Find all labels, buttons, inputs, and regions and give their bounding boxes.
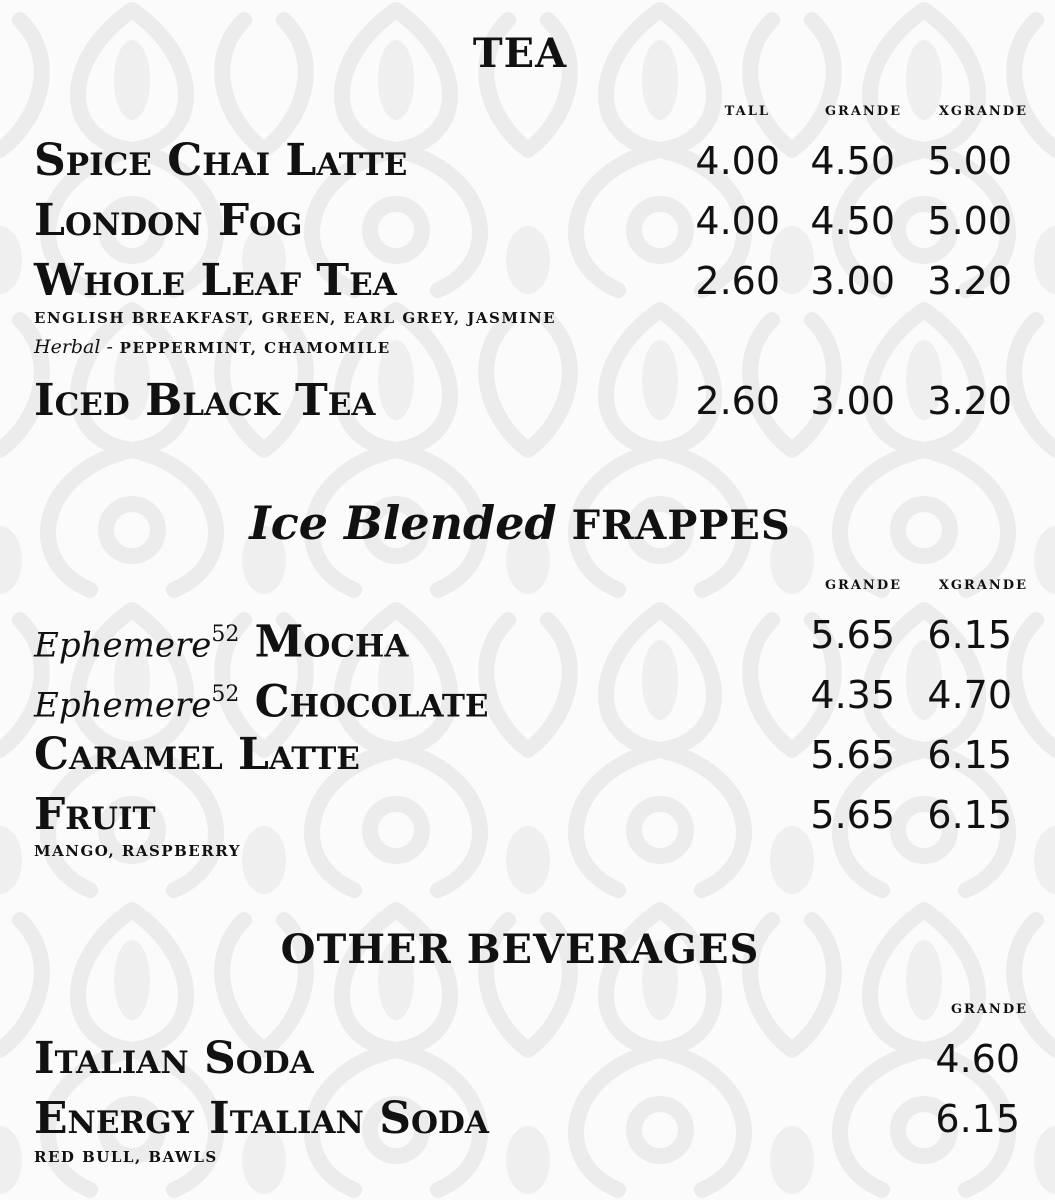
price-grande: 5.65 — [810, 793, 895, 837]
herbal-list: PEPPERMINT, CHAMOMILE — [119, 339, 391, 357]
price-xgrande: 5.00 — [927, 199, 1012, 243]
price-grande: 3.00 — [810, 259, 895, 303]
price-tall: 2.60 — [695, 259, 780, 303]
frappes-heading-italic: Ice Blended — [249, 496, 557, 550]
price-grande: 5.65 — [810, 613, 895, 657]
menu-item-name: Caramel Latte — [34, 729, 360, 780]
menu-item-name — [34, 610, 408, 671]
item-details: ENGLISH BREAKFAST, GREEN, EARL GREY, JASMINE — [34, 309, 557, 327]
brand-prefix: Ephemere — [34, 625, 212, 666]
price-grande: 4.50 — [810, 199, 895, 243]
price-grande: 4.35 — [810, 673, 895, 717]
other-size-grande: GRANDE — [950, 1002, 1028, 1017]
price-xgrande: 3.20 — [927, 259, 1012, 303]
item-details-herbal — [34, 333, 391, 362]
price-grande: 4.50 — [810, 139, 895, 183]
price-tall: 4.00 — [695, 139, 780, 183]
frappes-size-xgrande: XGRANDE — [938, 578, 1028, 593]
menu-item-name — [34, 670, 489, 731]
item-name: Chocolate — [254, 676, 489, 728]
menu-item-name: Spice Chai Latte — [34, 135, 408, 186]
menu-item-name: Italian Soda — [34, 1033, 314, 1084]
item-details: MANGO, RASPBERRY — [34, 842, 241, 860]
price-grande: 5.65 — [810, 733, 895, 777]
price-grande: 4.60 — [935, 1037, 1020, 1081]
tea-size-tall: TALL — [724, 104, 770, 119]
price-xgrande: 5.00 — [927, 139, 1012, 183]
tea-size-grande: GRANDE — [824, 104, 902, 119]
price-xgrande: 3.20 — [927, 379, 1012, 423]
tea-heading: TEA — [472, 30, 568, 77]
menu-item-name: Whole Leaf Tea — [34, 255, 397, 306]
menu-item-name: Iced Black Tea — [34, 375, 376, 426]
herbal-label: Herbal - — [34, 336, 113, 358]
price-grande: 6.15 — [935, 1097, 1020, 1141]
tea-size-xgrande: XGRANDE — [938, 104, 1028, 119]
price-xgrande: 6.15 — [927, 613, 1012, 657]
brand-prefix: Ephemere — [34, 685, 212, 726]
frappes-heading-rest: FRAPPES — [571, 502, 791, 549]
menu-item-name: London Fog — [34, 195, 303, 246]
price-tall: 4.00 — [695, 199, 780, 243]
price-xgrande: 4.70 — [927, 673, 1012, 717]
frappes-size-grande: GRANDE — [824, 578, 902, 593]
price-grande: 3.00 — [810, 379, 895, 423]
other-heading: OTHER BEVERAGES — [280, 926, 760, 973]
brand-superscript: 52 — [211, 682, 240, 707]
item-details: RED BULL, BAWLS — [34, 1148, 218, 1166]
menu-item-name: Fruit — [34, 789, 156, 840]
price-xgrande: 6.15 — [927, 793, 1012, 837]
price-xgrande: 6.15 — [927, 733, 1012, 777]
item-name: Mocha — [254, 616, 409, 668]
price-tall: 2.60 — [695, 379, 780, 423]
menu-item-name: Energy Italian Soda — [34, 1093, 489, 1144]
brand-superscript: 52 — [211, 622, 240, 647]
frappes-heading — [0, 496, 1040, 550]
